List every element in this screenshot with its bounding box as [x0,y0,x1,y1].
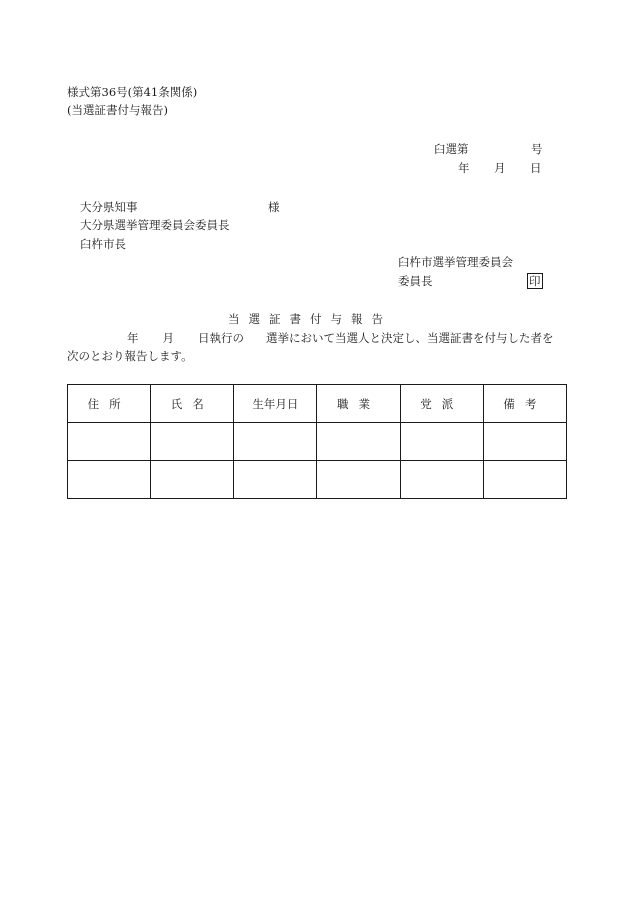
table-cell [483,423,566,461]
form-subtitle: (当選証書付与報告) [67,103,168,117]
table-cell [483,461,566,499]
table-row [68,461,567,499]
table-cell [68,423,151,461]
addressee-committee-chair: 大分県選挙管理委員会委員長 [80,218,230,232]
form-number: 様式第36号(第41条関係) [67,85,198,99]
header-occupation: 職業 [317,385,400,423]
date-year-label: 年 [458,161,470,175]
table-cell [151,461,234,499]
header-address: 住所 [68,385,151,423]
seal-stamp: 印 [529,274,541,288]
body-line-1 [67,332,554,346]
date-month-label: 月 [494,161,506,175]
header-birthdate: 生年月日 [234,385,317,423]
reference-suffix: 号 [531,142,543,156]
table-cell [234,461,317,499]
addressee-honorific: 様 [268,200,280,214]
table-row [68,423,567,461]
table-cell [151,423,234,461]
table-cell [68,461,151,499]
table-cell [400,423,483,461]
body-day-text: 日執行の [198,331,244,345]
sender-title: 委員長 [398,274,433,288]
header-remarks: 備考 [483,385,566,423]
date-day-label: 日 [530,161,542,175]
report-table [67,384,567,499]
table-cell [400,461,483,499]
table-cell [317,461,400,499]
body-month: 月 [162,331,174,345]
document-title: 当選証書付与報告 [228,312,392,326]
body-rest: 選挙において当選人と決定し、当選証書を付与した者を [266,331,554,345]
addressee-governor: 大分県知事 [80,200,138,214]
addressee-mayor: 臼杵市長 [80,237,126,251]
header-party: 党派 [400,385,483,423]
header-name: 氏名 [151,385,234,423]
body-year: 年 [127,331,139,345]
reference-prefix: 臼選第 [434,142,469,156]
body-line-2: 次のとおり報告します。 [67,349,193,363]
table-header-row [68,385,567,423]
table-cell [234,423,317,461]
sender-organization: 臼杵市選挙管理委員会 [398,255,513,269]
table-cell [317,423,400,461]
